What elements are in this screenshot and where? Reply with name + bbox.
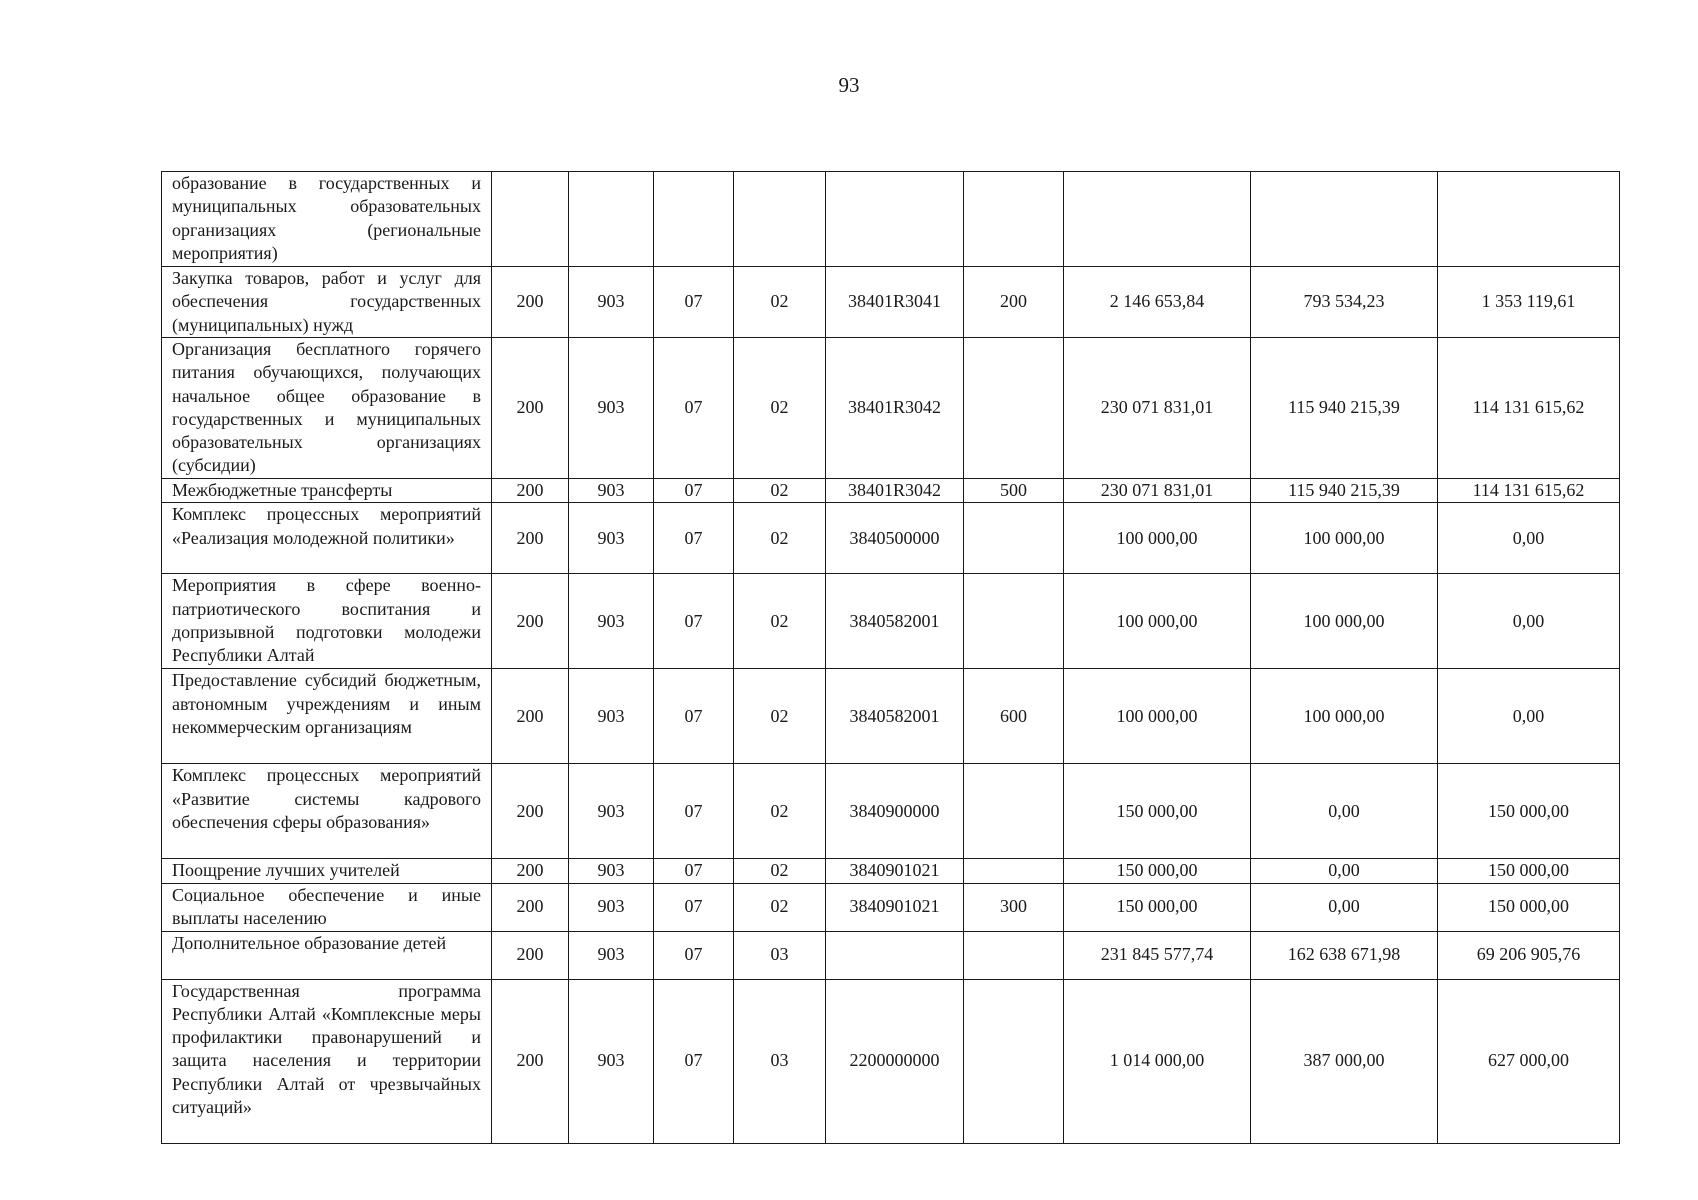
row-subsection: 02 — [734, 574, 826, 669]
row-admin-code: 200 — [492, 267, 569, 338]
row-section: 07 — [654, 883, 734, 931]
row-admin-code: 200 — [492, 931, 569, 979]
row-target-code: 38401R3042 — [826, 338, 964, 479]
row-expense-type: 600 — [964, 669, 1064, 764]
row-total: 230 071 831,01 — [1064, 479, 1251, 503]
row-total: 100 000,00 — [1064, 503, 1251, 574]
row-section — [654, 172, 734, 267]
row-amount-2: 69 206 905,76 — [1438, 931, 1620, 979]
row-amount-1: 100 000,00 — [1251, 669, 1438, 764]
row-name: Социальное обеспечение и иные выплаты населению — [162, 883, 492, 931]
row-grbs-code: 903 — [569, 338, 654, 479]
row-amount-2: 0,00 — [1438, 669, 1620, 764]
row-admin-code: 200 — [492, 979, 569, 1143]
row-grbs-code: 903 — [569, 574, 654, 669]
row-amount-2: 0,00 — [1438, 574, 1620, 669]
row-subsection: 02 — [734, 764, 826, 859]
row-grbs-code — [569, 172, 654, 267]
row-subsection: 03 — [734, 979, 826, 1143]
row-subsection: 03 — [734, 931, 826, 979]
row-total: 100 000,00 — [1064, 669, 1251, 764]
row-name: Мероприятия в сфере военно-патриотического воспитания и допризывной подготовки молодежи Республики Алтай — [162, 574, 492, 669]
row-grbs-code: 903 — [569, 979, 654, 1143]
row-name: Предоставление субсидий бюджетным, автономным учреждениям и иным некоммерческим организациям — [162, 669, 492, 764]
row-expense-type — [964, 931, 1064, 979]
row-target-code: 3840582001 — [826, 669, 964, 764]
row-target-code: 3840901021 — [826, 883, 964, 931]
row-name: Организация бесплатного горячего питания обучающихся, получающих начальное общее образование в государственных и муниципальных образовательных организациях (субсидии) — [162, 338, 492, 479]
row-target-code: 38401R3041 — [826, 267, 964, 338]
row-name: Межбюджетные трансферты — [162, 479, 492, 503]
row-amount-1: 115 940 215,39 — [1251, 338, 1438, 479]
row-admin-code: 200 — [492, 503, 569, 574]
row-amount-1 — [1251, 172, 1438, 267]
row-subsection — [734, 172, 826, 267]
row-grbs-code: 903 — [569, 669, 654, 764]
row-total: 100 000,00 — [1064, 574, 1251, 669]
row-target-code — [826, 172, 964, 267]
row-amount-2: 150 000,00 — [1438, 859, 1620, 883]
row-grbs-code: 903 — [569, 503, 654, 574]
row-admin-code: 200 — [492, 859, 569, 883]
table-row — [162, 267, 1620, 338]
row-amount-1: 793 534,23 — [1251, 267, 1438, 338]
row-name: Комплекс процессных мероприятий «Развитие системы кадрового обеспечения сферы образования» — [162, 764, 492, 859]
row-amount-1: 100 000,00 — [1251, 574, 1438, 669]
row-amount-1: 162 638 671,98 — [1251, 931, 1438, 979]
row-amount-2 — [1438, 172, 1620, 267]
row-subsection: 02 — [734, 669, 826, 764]
table-row — [162, 859, 1620, 883]
row-subsection: 02 — [734, 503, 826, 574]
row-expense-type — [964, 764, 1064, 859]
row-amount-1: 387 000,00 — [1251, 979, 1438, 1143]
row-target-code: 3840582001 — [826, 574, 964, 669]
row-target-code: 3840900000 — [826, 764, 964, 859]
row-amount-2: 150 000,00 — [1438, 764, 1620, 859]
table-row — [162, 669, 1620, 764]
row-target-code: 2200000000 — [826, 979, 964, 1143]
row-expense-type — [964, 574, 1064, 669]
row-amount-2: 114 131 615,62 — [1438, 338, 1620, 479]
row-admin-code: 200 — [492, 764, 569, 859]
row-subsection: 02 — [734, 479, 826, 503]
row-grbs-code: 903 — [569, 479, 654, 503]
row-amount-2: 0,00 — [1438, 503, 1620, 574]
row-total: 150 000,00 — [1064, 859, 1251, 883]
row-grbs-code: 903 — [569, 267, 654, 338]
row-expense-type — [964, 338, 1064, 479]
table-row — [162, 764, 1620, 859]
row-amount-2: 114 131 615,62 — [1438, 479, 1620, 503]
row-section: 07 — [654, 479, 734, 503]
table-row — [162, 979, 1620, 1143]
row-total: 1 014 000,00 — [1064, 979, 1251, 1143]
row-section: 07 — [654, 669, 734, 764]
row-amount-1: 100 000,00 — [1251, 503, 1438, 574]
row-admin-code: 200 — [492, 574, 569, 669]
row-section: 07 — [654, 338, 734, 479]
row-expense-type — [964, 172, 1064, 267]
table-row — [162, 931, 1620, 979]
row-name: Закупка товаров, работ и услуг для обеспечения государственных (муниципальных) нужд — [162, 267, 492, 338]
table-row — [162, 574, 1620, 669]
row-subsection: 02 — [734, 883, 826, 931]
row-subsection: 02 — [734, 859, 826, 883]
row-section: 07 — [654, 931, 734, 979]
row-subsection: 02 — [734, 338, 826, 479]
row-grbs-code: 903 — [569, 931, 654, 979]
row-name: образование в государственных и муниципальных образовательных организациях (региональные мероприятия) — [162, 172, 492, 267]
row-section: 07 — [654, 503, 734, 574]
row-section: 07 — [654, 267, 734, 338]
row-name: Поощрение лучших учителей — [162, 859, 492, 883]
row-amount-1: 0,00 — [1251, 883, 1438, 931]
row-amount-1: 0,00 — [1251, 764, 1438, 859]
table-row — [162, 883, 1620, 931]
row-amount-2: 627 000,00 — [1438, 979, 1620, 1143]
row-amount-2: 150 000,00 — [1438, 883, 1620, 931]
table-row — [162, 338, 1620, 479]
row-admin-code: 200 — [492, 669, 569, 764]
row-name: Государственная программа Республики Алтай «Комплексные меры профилактики правонарушений и защита населения и территории Республики Алтай от чрезвычайных ситуаций» — [162, 979, 492, 1143]
row-section: 07 — [654, 979, 734, 1143]
row-total: 2 146 653,84 — [1064, 267, 1251, 338]
row-section: 07 — [654, 764, 734, 859]
row-expense-type — [964, 979, 1064, 1143]
table-row — [162, 503, 1620, 574]
row-admin-code — [492, 172, 569, 267]
row-expense-type — [964, 503, 1064, 574]
row-amount-1: 0,00 — [1251, 859, 1438, 883]
row-section: 07 — [654, 859, 734, 883]
row-name: Дополнительное образование детей — [162, 931, 492, 979]
row-grbs-code: 903 — [569, 764, 654, 859]
row-expense-type: 300 — [964, 883, 1064, 931]
row-subsection: 02 — [734, 267, 826, 338]
row-total — [1064, 172, 1251, 267]
row-total: 150 000,00 — [1064, 764, 1251, 859]
row-name: Комплекс процессных мероприятий «Реализация молодежной политики» — [162, 503, 492, 574]
table-row — [162, 172, 1620, 267]
row-grbs-code: 903 — [569, 859, 654, 883]
row-amount-1: 115 940 215,39 — [1251, 479, 1438, 503]
row-target-code — [826, 931, 964, 979]
row-expense-type: 200 — [964, 267, 1064, 338]
budget-table — [161, 171, 1620, 1144]
row-total: 150 000,00 — [1064, 883, 1251, 931]
row-target-code: 38401R3042 — [826, 479, 964, 503]
row-total: 230 071 831,01 — [1064, 338, 1251, 479]
row-admin-code: 200 — [492, 883, 569, 931]
page-number: 93 — [838, 73, 860, 97]
row-target-code: 3840901021 — [826, 859, 964, 883]
row-grbs-code: 903 — [569, 883, 654, 931]
row-target-code: 3840500000 — [826, 503, 964, 574]
row-total: 231 845 577,74 — [1064, 931, 1251, 979]
row-admin-code: 200 — [492, 479, 569, 503]
row-section: 07 — [654, 574, 734, 669]
row-admin-code: 200 — [492, 338, 569, 479]
row-amount-2: 1 353 119,61 — [1438, 267, 1620, 338]
row-expense-type: 500 — [964, 479, 1064, 503]
row-expense-type — [964, 859, 1064, 883]
table-row — [162, 479, 1620, 503]
